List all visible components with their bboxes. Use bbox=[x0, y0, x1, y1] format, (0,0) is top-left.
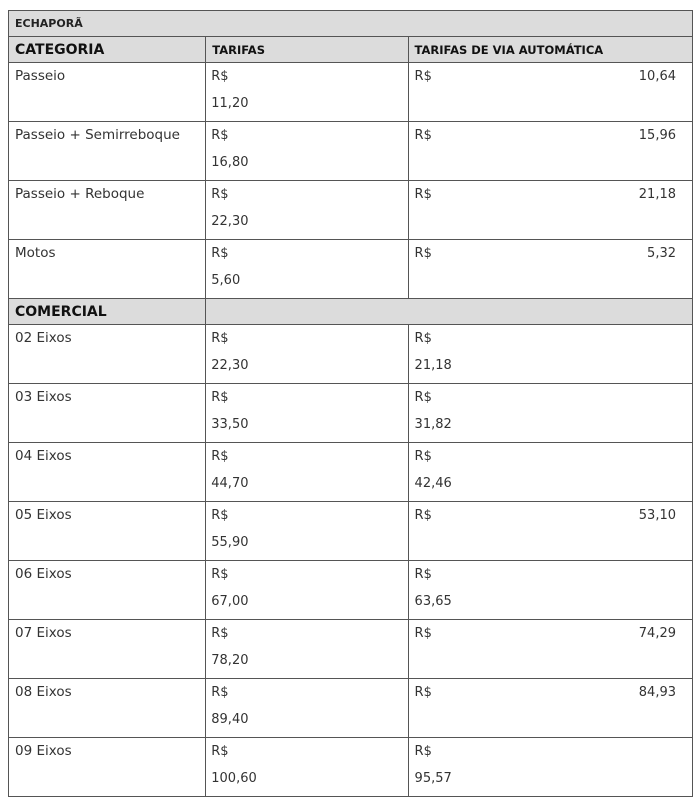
currency-label: R$ bbox=[211, 567, 229, 582]
auto-tariff-line bbox=[415, 679, 686, 706]
table-row bbox=[9, 679, 693, 738]
category-cell: 07 Eixos bbox=[9, 620, 206, 679]
auto-tariff-value: 63,65 bbox=[414, 594, 452, 609]
tariff-value: 22,30 bbox=[211, 214, 249, 229]
auto-tariff-cell bbox=[408, 679, 692, 738]
tariff-cell bbox=[206, 240, 408, 299]
category-cell: 05 Eixos bbox=[9, 502, 206, 561]
table-row bbox=[9, 181, 693, 240]
auto-tariff-value: 21,18 bbox=[638, 187, 676, 202]
currency-label: R$ bbox=[414, 187, 432, 202]
tariff-value: 11,20 bbox=[211, 96, 249, 111]
currency-label: R$ bbox=[414, 390, 432, 405]
auto-tariff-cell bbox=[408, 122, 692, 181]
table-row bbox=[9, 443, 693, 502]
auto-tariff-value: 95,57 bbox=[414, 771, 452, 786]
tariff-cell bbox=[206, 325, 408, 384]
auto-tariff-value: 5,32 bbox=[647, 246, 676, 261]
currency-label: R$ bbox=[414, 508, 432, 523]
auto-tariff-line bbox=[415, 620, 686, 647]
table-row bbox=[9, 561, 693, 620]
auto-tariff-line bbox=[415, 240, 686, 267]
auto-tariff-value: 31,82 bbox=[414, 417, 452, 432]
tariff-value: 5,60 bbox=[211, 273, 241, 288]
auto-tariff-cell bbox=[408, 502, 692, 561]
tariff-cell bbox=[206, 181, 408, 240]
currency-label: R$ bbox=[211, 128, 229, 143]
category-cell: Passeio + Semirreboque bbox=[9, 122, 206, 181]
tariff-cell bbox=[206, 122, 408, 181]
table-row bbox=[9, 63, 693, 122]
auto-tariff-cell bbox=[408, 561, 692, 620]
auto-tariff-cell bbox=[408, 240, 692, 299]
tariff-cell bbox=[206, 561, 408, 620]
table-row bbox=[9, 620, 693, 679]
category-cell: 02 Eixos bbox=[9, 325, 206, 384]
tariff-value: 16,80 bbox=[211, 155, 249, 170]
currency-label: R$ bbox=[211, 69, 229, 84]
currency-label: R$ bbox=[211, 449, 229, 464]
tariff-value: 22,30 bbox=[211, 358, 249, 373]
auto-tariff-cell bbox=[408, 443, 692, 502]
category-cell: Passeio bbox=[9, 63, 206, 122]
currency-label: R$ bbox=[414, 69, 432, 84]
tariff-value: 89,40 bbox=[211, 712, 249, 727]
tariff-cell bbox=[206, 502, 408, 561]
tariff-cell bbox=[206, 63, 408, 122]
auto-tariff-cell bbox=[408, 620, 692, 679]
auto-tariff-value: 15,96 bbox=[638, 128, 676, 143]
auto-tariff-value: 74,29 bbox=[638, 626, 676, 641]
header-row bbox=[9, 37, 693, 63]
tariff-value: 44,70 bbox=[211, 476, 249, 491]
currency-label: R$ bbox=[414, 128, 432, 143]
currency-label: R$ bbox=[211, 331, 229, 346]
currency-label: R$ bbox=[414, 567, 432, 582]
tariff-cell bbox=[206, 738, 408, 797]
header-auto-tariffs: TARIFAS DE VIA AUTOMÁTICA bbox=[408, 37, 692, 63]
currency-label: R$ bbox=[414, 626, 432, 641]
currency-label: R$ bbox=[414, 246, 432, 261]
auto-tariff-cell bbox=[408, 325, 692, 384]
currency-label: R$ bbox=[414, 744, 432, 759]
currency-label: R$ bbox=[414, 685, 432, 700]
auto-tariff-line bbox=[415, 122, 686, 149]
auto-tariff-line bbox=[415, 181, 686, 208]
auto-tariff-value: 53,10 bbox=[638, 508, 676, 523]
table-row bbox=[9, 240, 693, 299]
tariff-value: 100,60 bbox=[211, 771, 257, 786]
table-title-row bbox=[9, 11, 693, 37]
currency-label: R$ bbox=[211, 390, 229, 405]
auto-tariff-cell bbox=[408, 384, 692, 443]
category-cell: Motos bbox=[9, 240, 206, 299]
auto-tariff-line bbox=[415, 502, 686, 529]
tariff-value: 33,50 bbox=[211, 417, 249, 432]
header-tariffs: TARIFAS bbox=[206, 37, 408, 63]
category-cell: Passeio + Reboque bbox=[9, 181, 206, 240]
auto-tariff-line bbox=[415, 63, 686, 90]
auto-tariff-value: 21,18 bbox=[414, 358, 452, 373]
auto-tariff-value: 42,46 bbox=[414, 476, 452, 491]
commercial-header: COMERCIAL bbox=[9, 299, 206, 325]
currency-label: R$ bbox=[211, 744, 229, 759]
table-row bbox=[9, 122, 693, 181]
header-category: CATEGORIA bbox=[9, 37, 206, 63]
auto-tariff-value: 84,93 bbox=[638, 685, 676, 700]
category-cell: 09 Eixos bbox=[9, 738, 206, 797]
tariff-cell bbox=[206, 384, 408, 443]
tariff-value: 55,90 bbox=[211, 535, 249, 550]
section-header-blank bbox=[206, 299, 693, 325]
tariff-value: 67,00 bbox=[211, 594, 249, 609]
currency-label: R$ bbox=[211, 685, 229, 700]
auto-tariff-cell bbox=[408, 738, 692, 797]
tariff-cell bbox=[206, 443, 408, 502]
auto-tariff-cell bbox=[408, 181, 692, 240]
table-row bbox=[9, 384, 693, 443]
category-cell: 06 Eixos bbox=[9, 561, 206, 620]
category-cell: 03 Eixos bbox=[9, 384, 206, 443]
toll-tariff-table bbox=[8, 10, 693, 797]
toll-table-container bbox=[8, 10, 693, 797]
section-header-row bbox=[9, 299, 693, 325]
tariff-cell bbox=[206, 679, 408, 738]
table-row bbox=[9, 738, 693, 797]
currency-label: R$ bbox=[211, 626, 229, 641]
currency-label: R$ bbox=[211, 187, 229, 202]
category-cell: 08 Eixos bbox=[9, 679, 206, 738]
tariff-cell bbox=[206, 620, 408, 679]
currency-label: R$ bbox=[414, 331, 432, 346]
table-row bbox=[9, 502, 693, 561]
table-title: ECHAPORÃ bbox=[9, 11, 693, 37]
currency-label: R$ bbox=[211, 508, 229, 523]
auto-tariff-value: 10,64 bbox=[638, 69, 676, 84]
currency-label: R$ bbox=[414, 449, 432, 464]
currency-label: R$ bbox=[211, 246, 229, 261]
category-cell: 04 Eixos bbox=[9, 443, 206, 502]
table-row bbox=[9, 325, 693, 384]
tariff-value: 78,20 bbox=[211, 653, 249, 668]
auto-tariff-cell bbox=[408, 63, 692, 122]
